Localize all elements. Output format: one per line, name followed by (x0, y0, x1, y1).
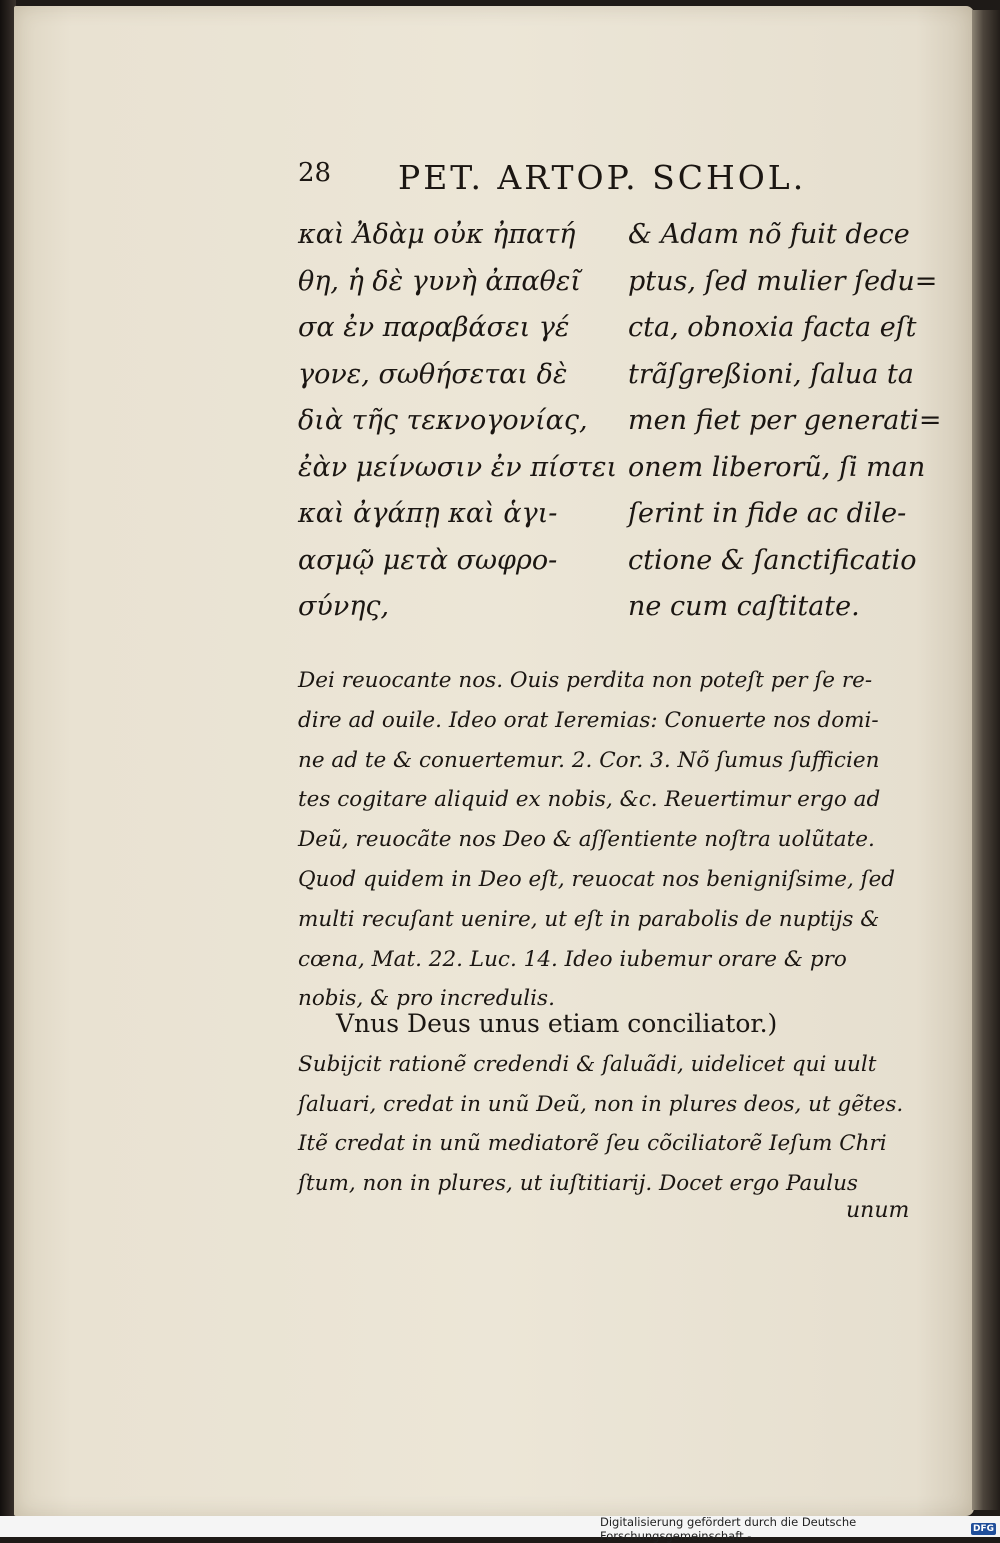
greek-line: ἐὰν μείνωσιν ἐν πίστει (298, 451, 618, 483)
commentary-block-2 (298, 1045, 938, 1203)
credit-text: Digitalisierung gefördert durch die Deutsche Forschungsgemeinschaft - (600, 1514, 857, 1543)
catchword: unum (846, 1198, 910, 1223)
greek-line: ασμῷ μετὰ σωφρο- (298, 544, 558, 576)
commentary-line: cœna, Mat. 22. Luc. 14. Ideo iubemur orare & pro (298, 946, 847, 972)
latin-line: ne cum caſtitate. (628, 591, 860, 622)
lemma-heading: Vnus Deus unus etiam conciliator.) (336, 1009, 778, 1038)
commentary-line: Quod quidem in Deo eſt, reuocat nos benigniſsime, ſed (298, 866, 896, 892)
latin-line: cta, obnoxia facta eſt (628, 312, 917, 343)
running-title: PET. ARTOP. SCHOL. (398, 158, 807, 197)
commentary-block (298, 661, 938, 1019)
greek-line: διὰ τῆς τεκνογονίας, (298, 405, 588, 436)
digitization-credit (600, 1514, 1000, 1543)
commentary-line: ſaluari, credat in unũ Deũ, non in plures deos, ut gẽtes. (298, 1091, 904, 1117)
greek-line: σύνης, (298, 591, 390, 622)
latin-column (628, 212, 942, 631)
commentary-line: ne ad te & conuertemur. 2. Cor. 3. Nõ ſumus ſufficien (298, 747, 880, 773)
greek-line: γονε, σωθήσεται δὲ (298, 358, 568, 390)
commentary-line: tes cogitare aliquid ex nobis, &c. Reuertimur ergo ad (298, 787, 881, 813)
commentary-line: Deũ, reuocãte nos Deo & aſſentiente noſtra uolũtate. (298, 827, 875, 853)
commentary-line: Subijcit rationẽ credendi & ſaluãdi, uidelicet qui uult (298, 1052, 877, 1077)
greek-line: καὶ Ἀδὰμ οὐκ ἠπατή (298, 219, 576, 250)
latin-line: men fiet per generati= (628, 405, 942, 436)
commentary-line: dire ad ouile. Ideo orat Ieremias: Conuerte nos domi- (298, 707, 879, 733)
latin-line: ſerint in fide ac dile- (628, 498, 907, 529)
greek-column (298, 212, 618, 631)
greek-line: θη, ἡ δὲ γυνὴ ἀπαθεῖ (298, 265, 581, 297)
greek-line: σα ἐν παραβάσει γέ (298, 312, 570, 343)
commentary-line: nobis, & pro incredulis. (298, 986, 555, 1012)
latin-line: onem liberorũ, ſi man (628, 451, 926, 483)
commentary-line: ſtum, non in plures, ut iuſtitiarij. Docet ergo Paulus (298, 1170, 858, 1196)
latin-line: trãſgreßioni, ſalua ta (628, 358, 914, 390)
greek-line: καὶ ἀγάπῃ καὶ ἁγι- (298, 498, 558, 529)
latin-line: & Adam nõ fuit dece (628, 219, 910, 250)
running-header (298, 158, 938, 202)
latin-line: ptus, ſed mulier ſedu= (628, 265, 938, 297)
page-number: 28 (298, 158, 332, 188)
commentary-line: Itẽ credat in unũ mediatorẽ ſeu cõciliatorẽ Ieſum Chri (298, 1131, 887, 1156)
facing-page-edge (972, 10, 1000, 1510)
commentary-line: Dei reuocante nos. Ouis perdita non poteſt per ſe re- (298, 668, 873, 693)
dfg-logo: DFG (972, 1523, 994, 1534)
latin-line: ctione & ſanctificatio (628, 544, 917, 576)
commentary-line: multi recuſant uenire, ut eſt in parabolis de nuptijs & (298, 906, 880, 932)
